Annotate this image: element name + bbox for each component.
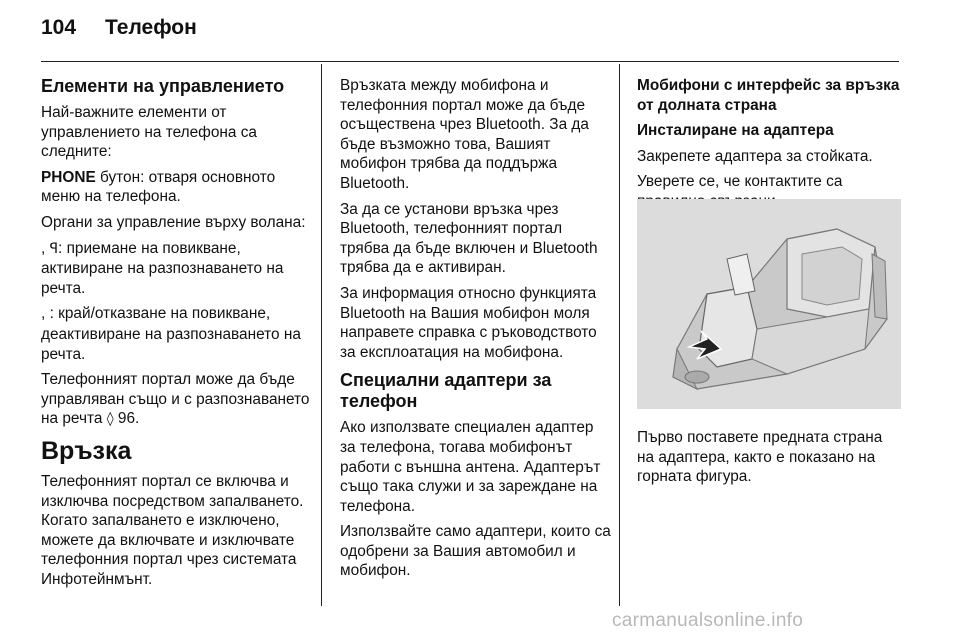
header-rule (41, 61, 899, 62)
page-header (0, 0, 960, 62)
bluetooth-paragraph-2: За да се установи връзка чрез Bluetooth, телефонният портал трябва да бъде включен и Bluetooth трябва да е активиран. (340, 200, 598, 277)
section-heading-adapters: Специални адаптери за телефон (340, 370, 552, 412)
column-2 (340, 76, 612, 587)
bluetooth-paragraph-1: Връзката между мобифона и телефонния портал може да бъде осъществена чрез Bluetooth. За да бъде възможно това, Вашият мобифон трябва да поддържа Bluetooth. (340, 77, 589, 192)
section-heading-connection: Връзка (41, 436, 132, 465)
subheading-install-adapter: Инсталиране на адаптера (637, 122, 834, 140)
page-number: 104 (41, 16, 77, 39)
phone-button-paragraph (41, 168, 313, 207)
connection-paragraph: Телефонният портал се включва и изключва посредством запалването. Когато запалването е изключено, можете да включвате и изключвате телефонния портал чрез системата Инфотейнмънт. (41, 472, 304, 588)
answer-call-text: : приемане на повикване, активиране на разпознаването на речта. (41, 239, 284, 297)
adapter-paragraph-1: Ако използвате специален адаптер за телефона, тогава мобифонът работи с външна антена. Адаптерът също така служи и за зареждане на телефона. (340, 419, 601, 515)
section-heading-controls: Елементи на управлението (41, 76, 285, 96)
figure-caption: Първо поставете предната страна на адаптера, както е показано на горната фигура. (637, 429, 883, 486)
watermark: carmanualsonline.info (612, 610, 804, 631)
controls-intro: Най-важните елементи от управлението на телефона са следните: (41, 104, 257, 161)
bluetooth-paragraph-3: За информация относно функцията Bluetooth на Вашия мобифон моля направете справка с ръководството за експлоатация на мобифона. (340, 284, 597, 361)
phone-button-label: PHONE (41, 168, 96, 186)
end-call-text: : край/отказване на повикване, деактивиране на разпознаването на речта. (41, 305, 301, 363)
figure-caption-column (637, 428, 901, 493)
adapter-illustration (637, 199, 901, 409)
page-reference-icon: ◊ (106, 411, 114, 428)
column-1 (41, 76, 313, 595)
page-reference: 96. (113, 410, 140, 428)
page-title: Телефон (105, 16, 197, 39)
phone-button-text: бутон: отваря основното меню на телефона. (41, 168, 276, 206)
column-divider-1 (321, 64, 322, 606)
steering-controls-text: Органи за управление върху волана: (41, 213, 306, 231)
voice-recognition-paragraph: Телефонният портал може да бъде управляван също и с разпознаването на речта ◊ 96. (41, 371, 310, 428)
column-divider-2 (619, 64, 620, 606)
answer-call-paragraph: , ꟼ: приемане на повикване, активиране на разпознаването на речта. (41, 239, 284, 297)
end-call-paragraph: , : край/отказване на повикване, деактивиране на разпознаването на речта. (41, 305, 301, 363)
install-paragraph-2: Уверете се, че контактите са (637, 173, 843, 191)
adapter-paragraph-2: Използвайте само адаптери, които са одобрени за Вашия автомобил и мобифон. (340, 523, 611, 580)
install-paragraph-1: Закрепете адаптера за стойката. (637, 147, 873, 165)
voice-control-icon: ꟼ (49, 240, 59, 257)
column-3 (637, 76, 901, 218)
section-heading-bottom-interface: Мобифони с интерфейс за връзка от долната страна (637, 77, 900, 114)
